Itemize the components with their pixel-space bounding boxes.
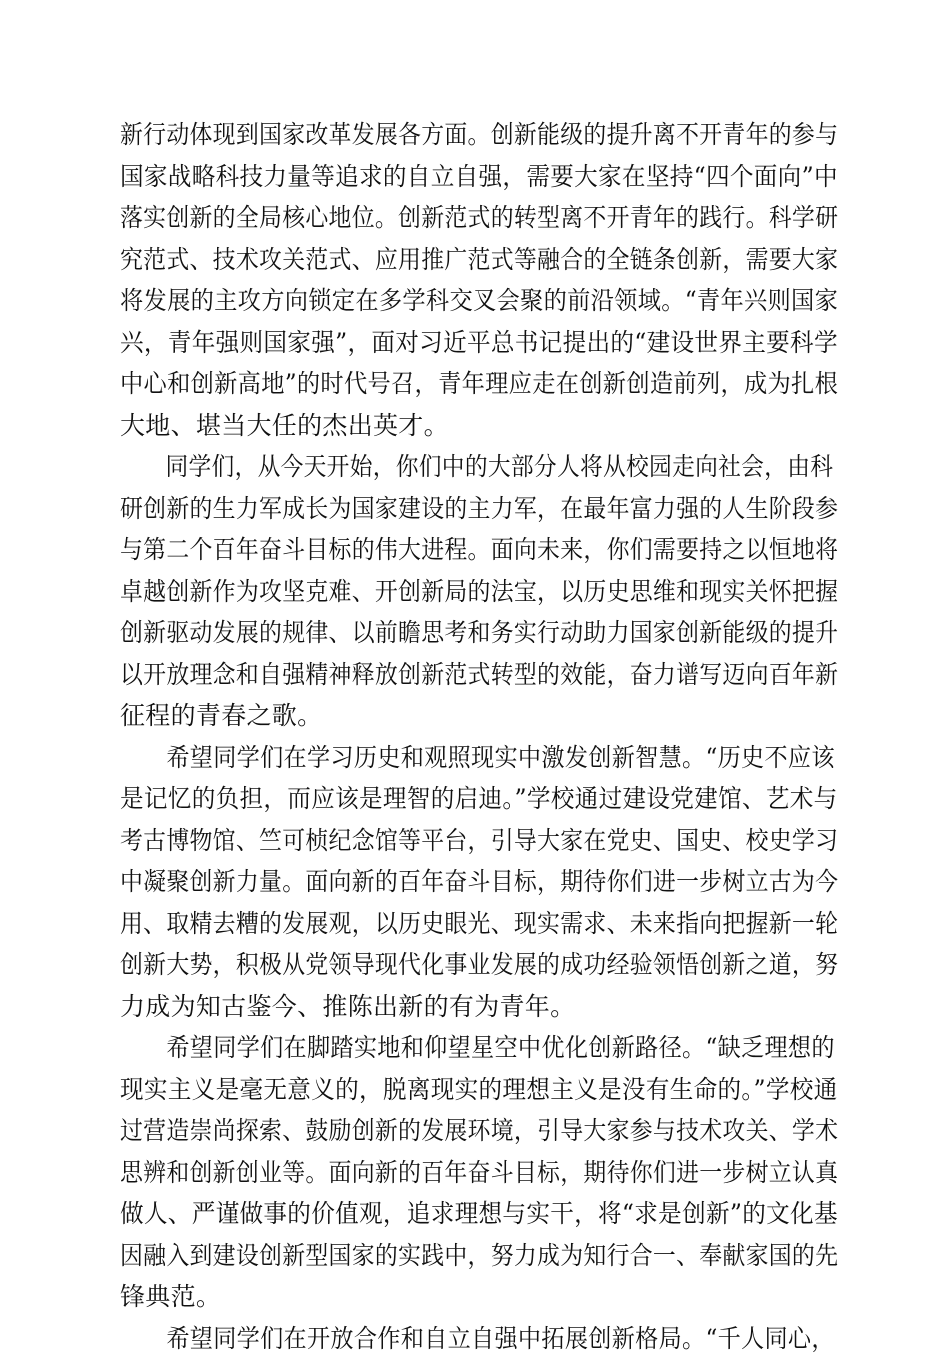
text-line: 考古博物馆、竺可桢纪念馆等平台，引导大家在党史、国史、校史学习 [120,820,778,862]
text-line: 新行动体现到国家改革发展各方面。创新能级的提升离不开青年的参与 [120,114,778,156]
text-line: 究范式、技术攻关范式、应用推广范式等融合的全链条创新，需要大家 [120,239,778,281]
paragraph [120,1027,838,1318]
text-line: 研创新的生力军成长为国家建设的主力军，在最年富力强的人生阶段参 [120,488,778,530]
text-line: 用、取精去糟的发展观，以历史眼光、现实需求、未来指向把握新一轮 [120,903,778,945]
document-body [120,114,838,1359]
text-line: 过营造崇尚探索、鼓励创新的发展环境，引导大家参与技术攻关、学术 [120,1110,778,1152]
text-line: 思辨和创新创业等。面向新的百年奋斗目标，期待你们进一步树立认真 [120,1152,778,1194]
paragraph [120,737,838,1028]
text-line: 做人、严谨做事的价值观，追求理想与实干，将“求是创新”的文化基 [120,1193,798,1235]
text-line: 国家战略科技力量等追求的自立自强，需要大家在坚持“四个面向”中 [120,156,798,198]
paragraph [120,114,838,446]
text-line: 现实主义是毫无意义的，脱离现实的理想主义是没有生命的。”学校通 [120,1069,798,1111]
text-line: 兴，青年强则国家强”，面对习近平总书记提出的“建设世界主要科学 [120,322,798,364]
text-line: 希望同学们在开放合作和自立自强中拓展创新格局。“千人同心， [120,1318,785,1359]
text-line: 征程的青春之歌。 [120,695,838,737]
text-line: 创新驱动发展的规律、以前瞻思考和务实行动助力国家创新能级的提升 [120,612,778,654]
text-line: 是记忆的负担，而应该是理智的启迪。”学校通过建设党建馆、艺术与 [120,778,798,820]
paragraph [120,1318,838,1359]
text-line: 力成为知古鉴今、推陈出新的有为青年。 [120,986,838,1028]
text-line: 大地、堪当大任的杰出英才。 [120,405,838,447]
text-line: 中心和创新高地”的时代号召，青年理应走在创新创造前列，成为扎根 [120,363,788,405]
text-line: 与第二个百年奋斗目标的伟大进程。面向未来，你们需要持之以恒地将 [120,529,778,571]
paragraph [120,446,838,737]
text-line: 创新大势，积极从党领导现代化事业发展的成功经验领悟创新之道，努 [120,944,778,986]
text-line: 因融入到建设创新型国家的实践中，努力成为知行合一、奉献家国的先 [120,1235,778,1277]
text-line: 希望同学们在脚踏实地和仰望星空中优化创新路径。“缺乏理想的 [120,1027,785,1069]
text-line: 希望同学们在学习历史和观照现实中激发创新智慧。“历史不应该 [120,737,785,779]
text-line: 锋典范。 [120,1276,838,1318]
text-line: 落实创新的全局核心地位。创新范式的转型离不开青年的践行。科学研 [120,197,778,239]
text-line: 以开放理念和自强精神释放创新范式转型的效能，奋力谱写迈向百年新 [120,654,778,696]
text-line: 将发展的主攻方向锁定在多学科交叉会聚的前沿领域。“青年兴则国家 [120,280,788,322]
text-line: 卓越创新作为攻坚克难、开创新局的法宝，以历史思维和现实关怀把握 [120,571,778,613]
text-line: 同学们，从今天开始，你们中的大部分人将从校园走向社会，由科 [120,446,773,488]
text-line: 中凝聚创新力量。面向新的百年奋斗目标，期待你们进一步树立古为今 [120,861,778,903]
